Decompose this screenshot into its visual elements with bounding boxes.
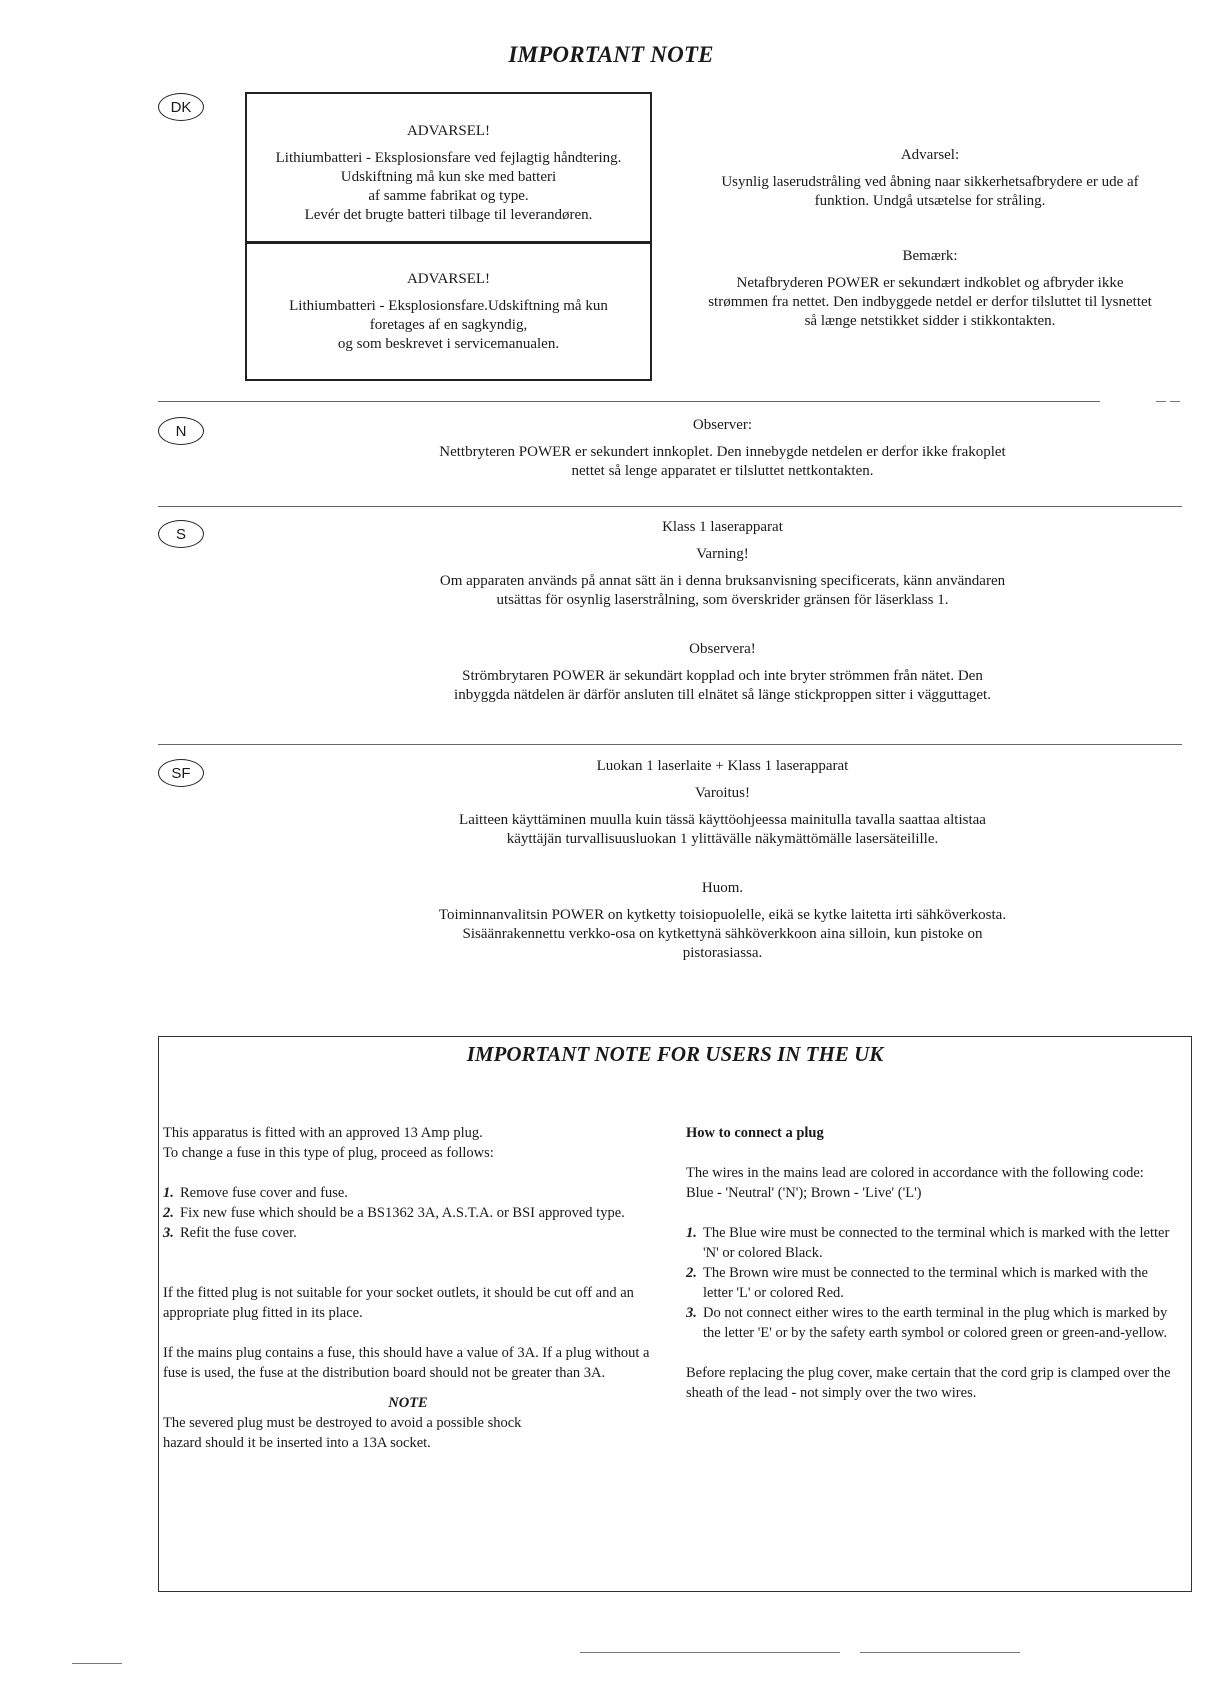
- n-note: [245, 416, 1200, 481]
- n-line: Nettbryteren POWER er sekundert innkoplet. Den innebygde netdelen er derfor ikke frakoplet: [439, 444, 1006, 460]
- scan-artifact: [72, 1663, 122, 1664]
- uk-fuse-paragraph: If the mains plug contains a fuse, this should have a value of 3A. If a plug without a fuse is used, the fuse at the distribution board should not be greater than 3A.: [163, 1345, 650, 1381]
- uk-cover-paragraph: Before replacing the plug cover, make certain that the cord grip is clamped over the sheath of the lead - not simply over the two wires.: [686, 1365, 1171, 1401]
- uk-fuse-instructions: [163, 1123, 653, 1453]
- language-badge-s: S: [158, 520, 204, 548]
- language-badge-dk: DK: [158, 93, 204, 121]
- language-badge-sf: SF: [158, 759, 204, 787]
- dk-box2-line: Lithiumbatteri - Eksplosionsfare.Udskiftning må kun: [289, 298, 608, 314]
- s-sub-observe: Observera!: [689, 641, 756, 657]
- dk-laser-line: Usynlig laserudstråling ved åbning naar sikkerhetsafbrydere er ude af: [721, 174, 1139, 190]
- s-line: inbyggda nätdelen är därför ansluten till elnätet så länge stickproppen sitter i vägguttaget.: [454, 687, 991, 703]
- s-sub-warning: Varning!: [696, 546, 749, 562]
- uk-note-line: The severed plug must be destroyed to avoid a possible shock: [163, 1415, 522, 1431]
- uk-note-line: hazard should it be inserted into a 13A socket.: [163, 1435, 431, 1451]
- uk-fuse-step: 1. Remove fuse cover and fuse.: [163, 1185, 348, 1201]
- dk-box1-line: Udskiftning må kun ske med batteri: [340, 169, 557, 185]
- uk-connect-step: 2. The Brown wire must be connected to the terminal which is marked with the letter 'L' or colored Red.: [686, 1265, 1148, 1301]
- uk-connect-heading: How to connect a plug: [686, 1125, 824, 1141]
- uk-intro-line: This apparatus is fitted with an approved 13 Amp plug.: [163, 1125, 483, 1141]
- dk-power-line: strømmen fra nettet. Den indbyggede netdel er derfor tilsluttet til lysnettet: [708, 294, 1152, 310]
- s-heading: Klass 1 laserapparat: [662, 519, 783, 535]
- dk-power-heading: Bemærk:: [902, 248, 958, 264]
- uk-fuse-step: 3. Refit the fuse cover.: [163, 1225, 297, 1241]
- s-line: utsättas för osynlig laserstrålning, som överskrider gränsen för läserklass 1.: [496, 592, 949, 608]
- uk-note-title: IMPORTANT NOTE FOR USERS IN THE UK: [466, 1042, 884, 1066]
- sf-sub-warning: Varoitus!: [695, 785, 750, 801]
- divider: [158, 744, 1182, 745]
- sf-line: Laitteen käyttäminen muulla kuin tässä käyttöohjeessa mainitulla tavalla saattaa altistaa: [459, 812, 986, 828]
- dk-box2-heading: ADVARSEL!: [406, 271, 491, 287]
- sf-sub-note: Huom.: [701, 880, 744, 896]
- dk-box1-line: Lithiumbatteri - Eksplosionsfare ved fejlagtig håndtering.: [275, 150, 622, 166]
- s-line: Strömbrytaren POWER är sekundärt kopplad och inte bryter strömmen från nätet. Den: [462, 668, 983, 684]
- language-badge-n: N: [158, 417, 204, 445]
- page-title: IMPORTANT NOTE: [508, 42, 714, 67]
- sf-heading: Luokan 1 laserlaite + Klass 1 laserapparat: [596, 758, 849, 774]
- uk-connect-step: 1. The Blue wire must be connected to the terminal which is marked with the letter 'N' or colored Black.: [686, 1225, 1170, 1261]
- dk-battery-warning-box-1: [245, 92, 652, 243]
- dk-box2-line: foretages af en sagkyndig,: [369, 317, 528, 333]
- sf-note: [245, 757, 1200, 963]
- divider: [158, 401, 1100, 402]
- uk-note-heading: NOTE: [388, 1395, 428, 1411]
- sf-line: käyttäjän turvallisuusluokan 1 ylittävälle näkymättömälle lasersäteilille.: [506, 831, 939, 847]
- dk-box2-line: og som beskrevet i servicemanualen.: [337, 336, 560, 352]
- sf-line: Sisäänrakennettu verkko-osa on kytkettynä sähköverkkoon aina silloin, kun pistoke on: [462, 926, 983, 942]
- n-line: nettet så lenge apparatet er tilsluttet nettkontakten.: [571, 463, 874, 479]
- dk-box1-line: Levér det brugte batteri tilbage til leverandøren.: [304, 207, 593, 223]
- sf-line: Toiminnanvalitsin POWER on kytketty toisiopuolelle, eikä se kytke laitetta irti sähköverkosta.: [438, 907, 1007, 923]
- divider: [158, 506, 1182, 507]
- n-heading: Observer:: [692, 417, 753, 433]
- scan-artifact: [580, 1652, 840, 1653]
- uk-intro-line: To change a fuse in this type of plug, proceed as follows:: [163, 1145, 494, 1161]
- sf-line: pistorasiassa.: [682, 945, 763, 961]
- s-note: [245, 518, 1200, 705]
- uk-fuse-step: 2. Fix new fuse which should be a BS1362 3A, A.S.T.A. or BSI approved type.: [163, 1205, 625, 1221]
- dk-power-note: [660, 247, 1200, 331]
- scan-artifact: [860, 1652, 1020, 1653]
- uk-wires-paragraph: The wires in the mains lead are colored in accordance with the following code:: [686, 1165, 1144, 1181]
- dk-battery-warning-box-2: [245, 241, 652, 381]
- dk-laser-heading: Advarsel:: [900, 147, 960, 163]
- dk-box1-line: af samme fabrikat og type.: [368, 188, 529, 204]
- dk-laser-warning: [660, 146, 1200, 211]
- uk-wire-code: Blue - 'Neutral' ('N'); Brown - 'Live' ('L'): [686, 1185, 922, 1201]
- uk-plug-paragraph: If the fitted plug is not suitable for your socket outlets, it should be cut off and an appropriate plug fitted in its place.: [163, 1285, 634, 1321]
- dk-power-line: Netafbryderen POWER er sekundært indkoblet og afbryder ikke: [736, 275, 1124, 291]
- dk-laser-line: funktion. Undgå utsætelse for stråling.: [814, 193, 1046, 209]
- dk-box1-heading: ADVARSEL!: [406, 123, 491, 139]
- divider: [1170, 401, 1180, 402]
- divider: [1156, 401, 1166, 402]
- uk-connect-step: 3. Do not connect either wires to the earth terminal in the plug which is marked by the letter 'E' or by the safety earth symbol or colored green or green-and-yellow.: [686, 1305, 1168, 1341]
- dk-power-line: så længe netstikket sidder i stikkontakten.: [804, 313, 1056, 329]
- uk-plug-connection: [686, 1123, 1179, 1403]
- s-line: Om apparaten används på annat sätt än i denna bruksanvisning specificerats, känn användaren: [439, 573, 1006, 589]
